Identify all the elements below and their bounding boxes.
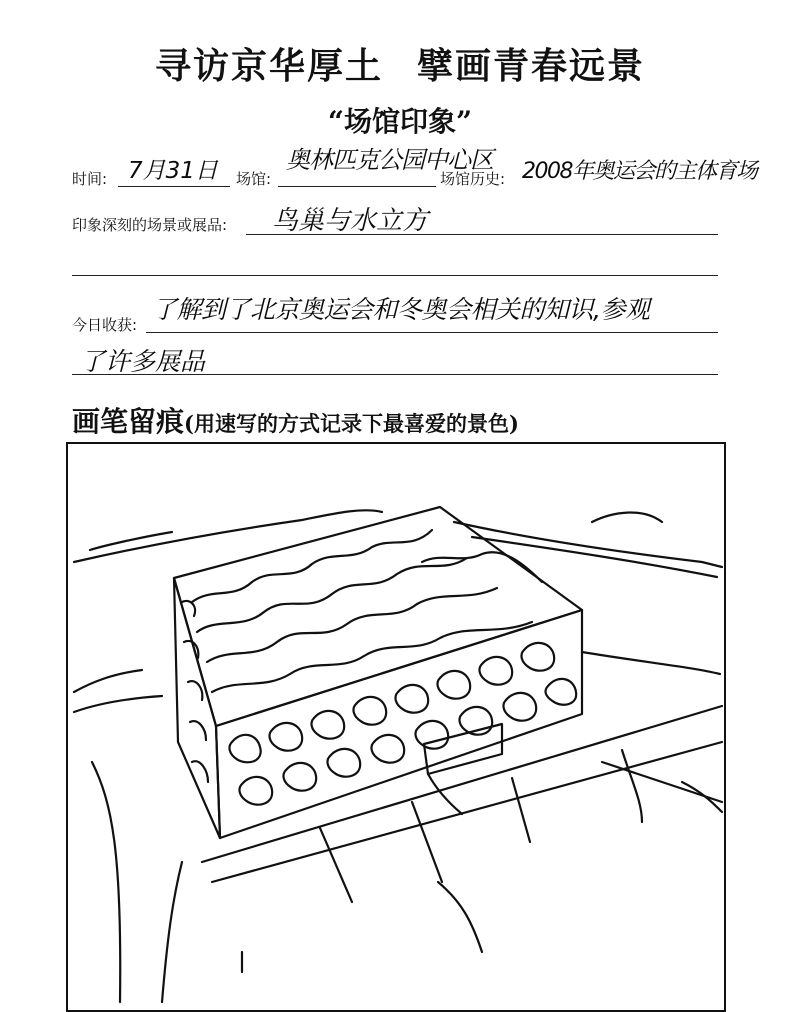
history-label: 场馆历史: [440,170,506,188]
impression-value: 鸟巢与水立方 [272,206,429,236]
sketch-frame [66,442,726,1012]
title-part-2: 擘画青春远景 [417,45,646,87]
venue-label: 场馆: [236,170,272,188]
impression-label: 印象深刻的场景或展品: [72,216,228,234]
time-value: 7月31日 [128,158,218,184]
gain-underline-1 [146,332,718,333]
sketch-note: (用速写的方式记录下最喜爱的景色) [184,411,519,436]
worksheet-subtitle: “场馆印象” [327,105,473,138]
history-value: 2008年奥运会的主体育场 [522,159,757,184]
water-cube-sketch [68,444,724,1010]
gain-text-line-2: 了许多展品 [80,347,206,376]
venue-underline [278,186,436,187]
time-underline [118,186,230,187]
gain-text-line-1: 了解到了北京奥运会和冬奥会相关的知识,参观 [152,295,650,324]
gain-label: 今日收获: [72,316,138,334]
title-part-1: 寻访京华厚土 [154,45,383,87]
sketch-section-heading [72,400,519,440]
time-label: 时间: [72,170,108,188]
sketch-heading: 画笔留痕 [72,405,185,438]
venue-value: 奥林匹克公园中心区 [286,146,493,174]
impression-extra-line [72,275,718,276]
gain-underline-2 [72,374,718,375]
worksheet-title [0,38,800,89]
